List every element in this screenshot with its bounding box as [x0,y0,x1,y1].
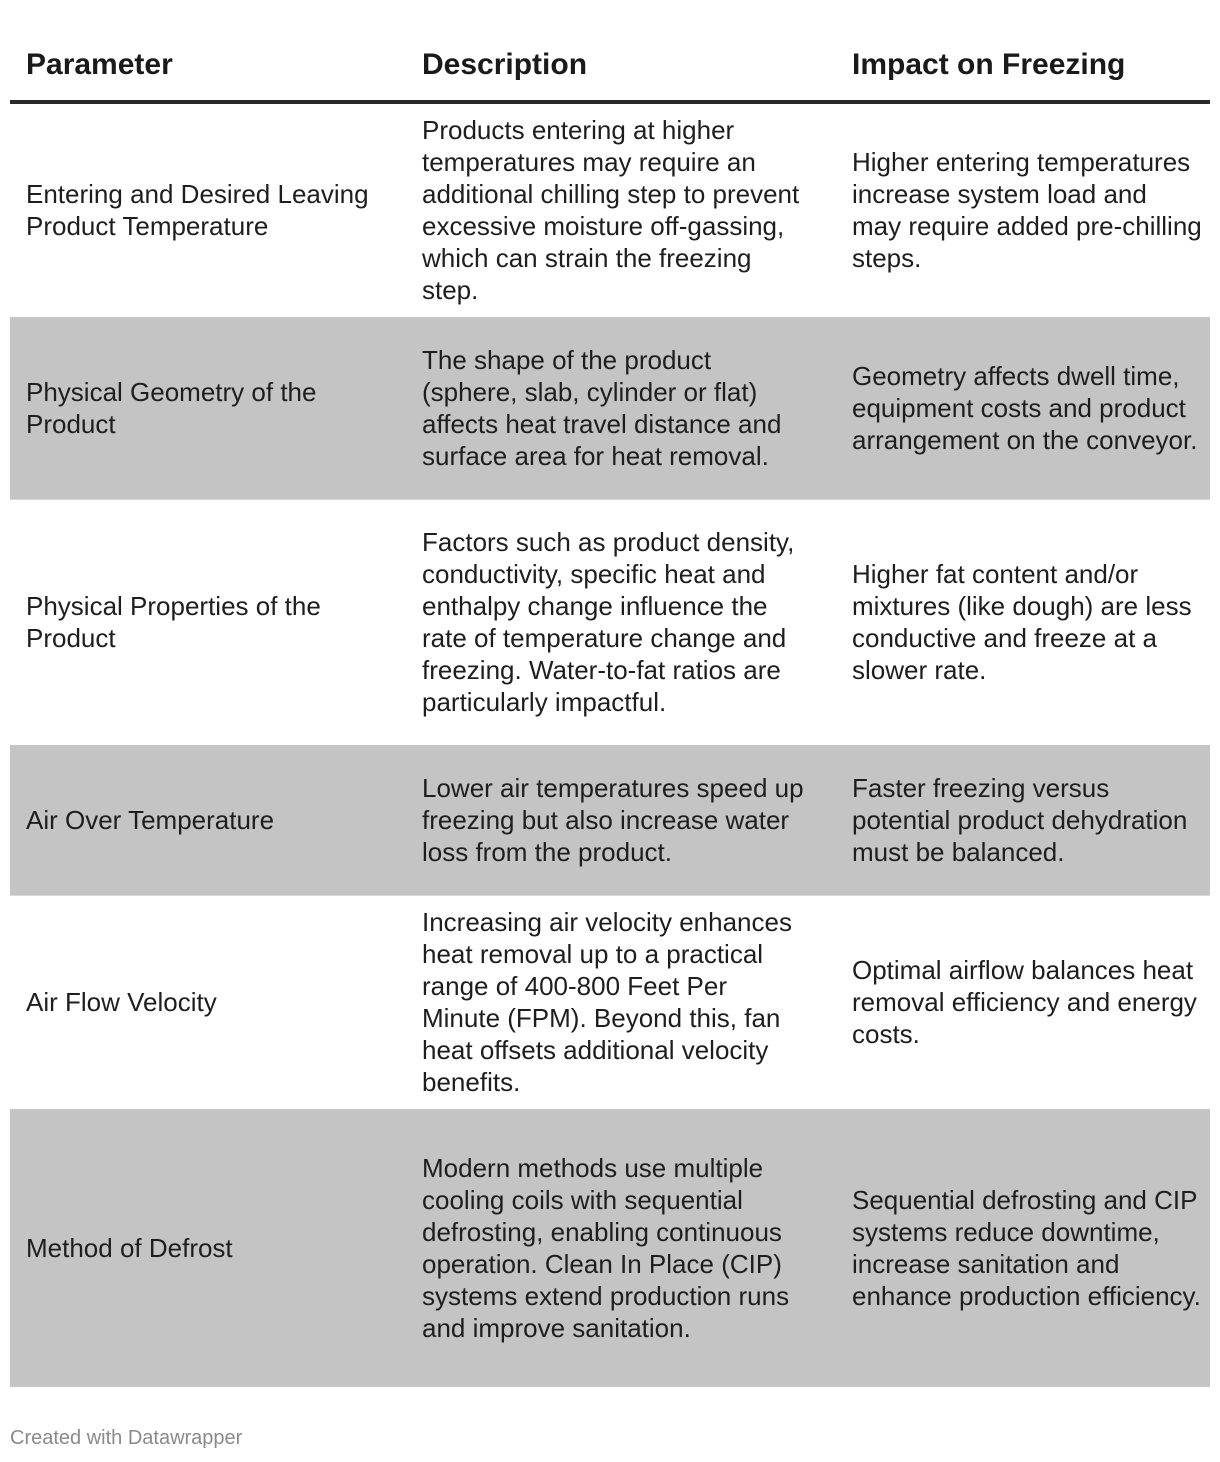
table-row [10,317,1210,499]
datawrapper-credit-link[interactable]: Created with Datawrapper [10,1427,243,1449]
cell-impact: Higher fat content and/or mixtures (like dough) are less conductive and freeze at a slower rate. [852,559,1192,685]
table-header [10,38,1210,102]
cell-impact: Geometry affects dwell time, equipment costs and product arrangement on the conveyor. [831,317,1210,499]
table-row [10,1109,1210,1387]
column-header-description[interactable]: Description [406,38,831,102]
freezing-parameters-table [10,38,1210,1387]
cell-parameter: Method of Defrost [10,1109,406,1387]
table-row [10,499,1210,745]
cell-description: The shape of the product (sphere, slab, cylinder or flat) affects heat travel distance and surface area for heat removal. [406,317,831,499]
cell-parameter: Air Over Temperature [10,745,406,895]
cell-parameter: Physical Properties of the Product [26,591,321,653]
cell-parameter: Entering and Desired Leaving Product Temperature [26,179,369,242]
cell-impact: Optimal airflow balances heat removal efficiency and energy costs. [852,955,1197,1049]
cell-description: Products entering at higher temperatures may require an additional chilling step to prevent excessive moisture off-gassing, which can strain the freezing step. [422,115,800,306]
cell-description: Factors such as product density, conductivity, specific heat and enthalpy change influence the rate of temperature change and freezing. Water-to-fat ratios are particularly impactful. [422,527,795,717]
table-body [10,102,1210,1387]
header-row [10,38,1210,102]
cell-description: Increasing air velocity enhances heat removal up to a practical range of 400-800 Feet Per Minute (FPM). Beyond this, fan heat offsets additional velocity benefits. [422,907,792,1097]
cell-description: Lower air temperatures speed up freezing but also increase water loss from the product. [406,745,831,895]
column-header-parameter[interactable]: Parameter [10,38,406,102]
data-table-container [10,38,1210,1387]
cell-parameter: Physical Geometry of the Product [10,317,406,499]
column-header-impact[interactable]: Impact on Freezing [831,38,1210,102]
table-row [10,745,1210,895]
cell-impact: Sequential defrosting and CIP systems reduce downtime, increase sanitation and enhance production efficiency. [831,1109,1210,1387]
cell-description: Modern methods use multiple cooling coils with sequential defrosting, enabling continuous operation. Clean In Place (CIP) systems extend production runs and improve sanitation. [406,1109,831,1387]
table-row [10,895,1210,1109]
cell-parameter: Air Flow Velocity [26,987,217,1017]
cell-impact: Faster freezing versus potential product dehydration must be balanced. [831,745,1210,895]
cell-impact: Higher entering temperatures increase system load and may require added pre-chilling steps. [852,147,1202,274]
table-row [10,102,1210,317]
